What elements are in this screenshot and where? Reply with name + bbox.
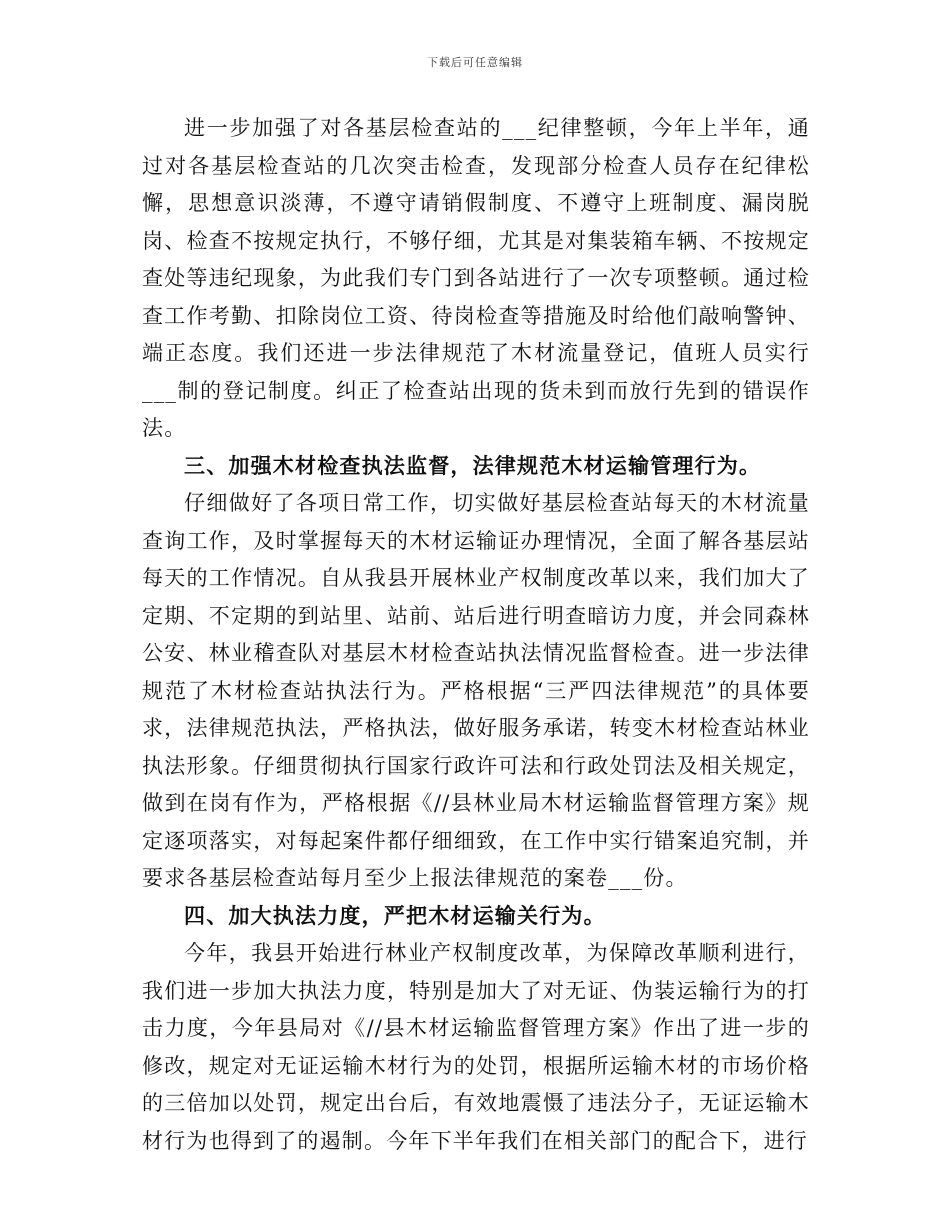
document-body	[142, 110, 810, 1160]
section-heading-4: 四、加大执法力度，严把木材运输关行为。	[184, 903, 606, 928]
paragraph-supervision: 仔细做好了各项日常工作，切实做好基层检查站每天的木材流量查询工作，及时掌握每天的木材运输证办理情况，全面了解各基层站每天的工作情况。自从我县开展林业产权制度改革以来，我们加大了定期、不定期的到站里、站前、站后进行明查暗访力度，并会同森林公安、林业稽查队对基层木材检查站执法情况监督检查。进一步法律规范了木材检查站执法行为。严格根据“三严四法律规范”的具体要求，法律规范执法，严格执法，做好服务承诺，转变木材检查站林业执法形象。仔细贯彻执行国家行政许可法和行政处罚法及相关规定，做到在岗有作为，严格根据《//县林业局木材运输监督管理方案》规定逐项落实，对每起案件都仔细细致，在工作中实行错案追究制，并要求各基层检查站每月至少上报法律规范的案卷___份。	[142, 491, 810, 890]
page-header-note: 下载后可任意编辑	[427, 56, 523, 69]
section-heading-3: 三、加强木材检查执法监督，法律规范木材运输管理行为。	[184, 453, 762, 478]
paragraph-discipline: 进一步加强了对各基层检查站的___纪律整顿，今年上半年，通过对各基层检查站的几次突击检查，发现部分检查人员存在纪律松懈，思想意识淡薄，不遵守请销假制度、不遵守上班制度、漏岗脱岗、检查不按规定执行，不够仔细，尤其是对集装箱车辆、不按规定查处等违纪现象，为此我们专门到各站进行了一次专项整顿。通过检查工作考勤、扣除岗位工资、待岗检查等措施及时给他们敲响警钟、端正态度。我们还进一步法律规范了木材流量登记，值班人员实行___制的登记制度。纠正了检查站出现的货未到而放行先到的错误作法。	[142, 116, 810, 440]
paragraph-enforcement: 今年，我县开始进行林业产权制度改革，为保障改革顺利进行，我们进一步加大执法力度，特别是加大了对无证、伪装运输行为的打击力度，今年县局对《//县木材运输监督管理方案》作出了进一步的修改，规定对无证运输木材行为的处罚，根据所运输木材的市场价格的三倍加以处罚，规定出台后，有效地震慑了违法分子，无证运输木材行为也得到了的遏制。今年下半年我们在相关部门的配合下，进行	[142, 941, 810, 1153]
